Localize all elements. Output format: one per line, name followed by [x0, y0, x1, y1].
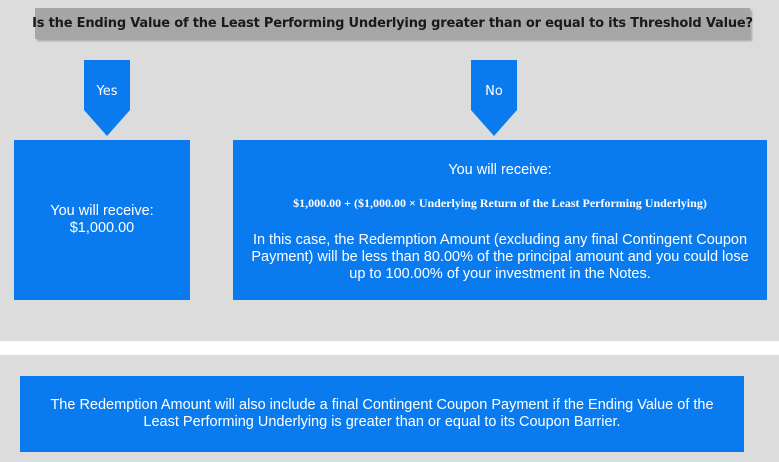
- yes-receive-label: You will receive:: [50, 203, 154, 219]
- yes-amount: $1,000.00: [69, 220, 135, 236]
- no-formula: $1,000.00 + ($1,000.00 × Underlying Return of the Least Performing Underlying): [293, 196, 707, 210]
- coupon-note-text: The Redemption Amount will also include a final Contingent Coupon Payment if the Ending Value of the Least Performing Underlying is greater than or equal to its Coupon Barrier.: [50, 397, 714, 430]
- yes-arrow: [84, 60, 130, 136]
- question-text: Is the Ending Value of the Least Performing Underlying greater than or equal to its Threshold Value?: [32, 16, 753, 31]
- no-explanation: In this case, the Redemption Amount (excluding any final Contingent Coupon Payment) will be less than 80.00% of the principal amount and you could lose up to 100.00% of your investment in the Notes.: [251, 232, 749, 282]
- yes-outcome-box: [14, 140, 190, 300]
- panel-separator: [0, 341, 779, 355]
- yes-arrow-label: Yes: [96, 84, 118, 99]
- question-bar: [32, 8, 753, 39]
- coupon-note-box: [20, 376, 744, 452]
- no-arrow: [471, 60, 517, 136]
- no-receive-label: You will receive:: [448, 162, 552, 178]
- no-arrow-label: No: [485, 84, 503, 99]
- no-outcome-box: [233, 140, 767, 300]
